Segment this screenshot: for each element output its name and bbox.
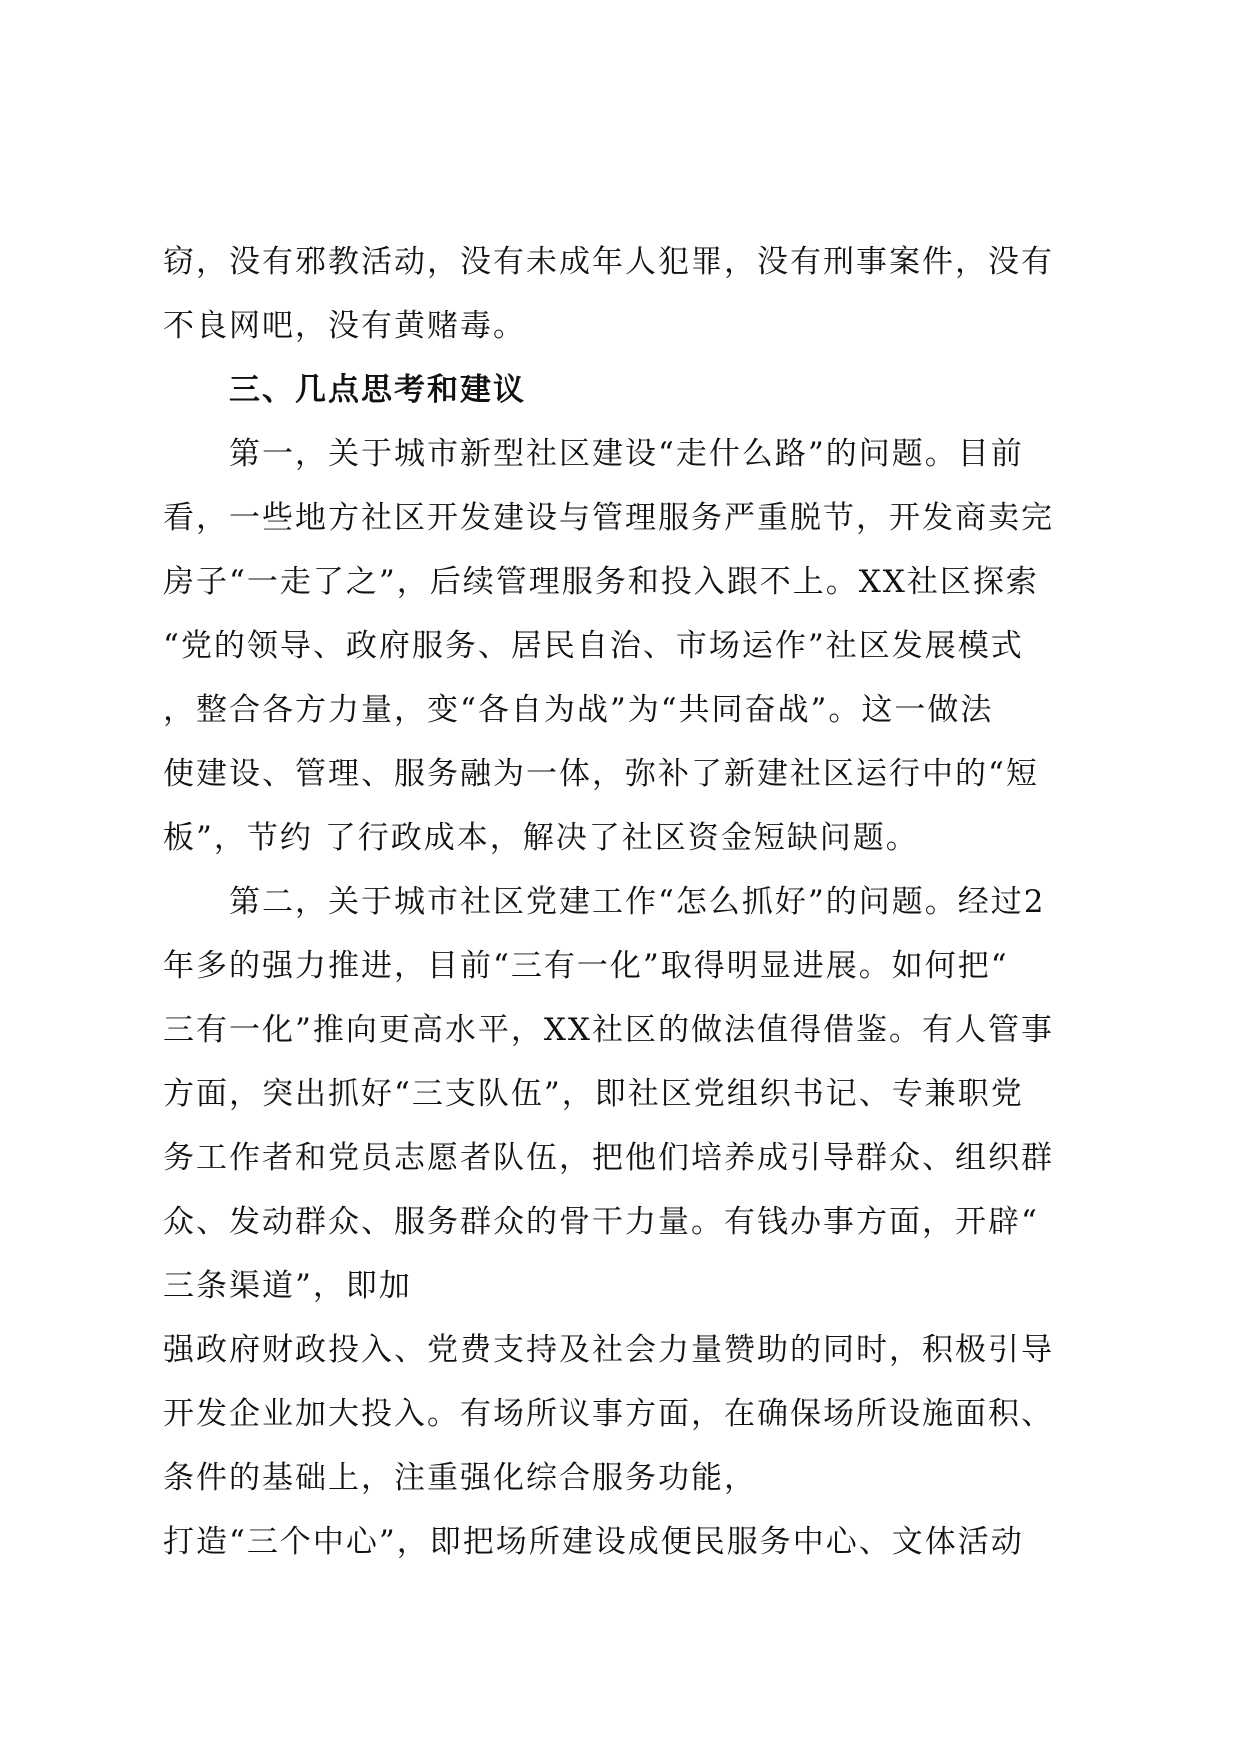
text-line: 打造“三个中心”，即把场所建设成便民服务中心、文体活动 [163, 1524, 1024, 1560]
document-body [163, 230, 1079, 1574]
text-line: 房子“一走了之”，后续管理服务和投入跟不上。XX社区探索 [163, 564, 1039, 600]
text-line: 务工作者和党员志愿者队伍，把他们培养成引导群众、组织群 [163, 1140, 1054, 1176]
text-line: 窃，没有邪教活动，没有未成年人犯罪，没有刑事案件，没有 [163, 244, 1054, 280]
text-line: 众、发动群众、服务群众的骨干力量。有钱办事方面，开辟“ [163, 1204, 1039, 1240]
text-line: ，整合各方力量，变“各自为战”为“共同奋战”。这一做法 [163, 692, 994, 728]
paragraph-first-line: 第一，关于城市新型社区建设“走什么路”的问题。目前 [229, 436, 1024, 472]
text-line: 不良网吧，没有黄赌毒。 [163, 308, 526, 344]
text-line: 三条渠道”，即加 [163, 1268, 412, 1304]
text-line: 板”，节约 了行政成本，解决了社区资金短缺问题。 [163, 820, 919, 856]
paragraph-first-line: 第二，关于城市社区党建工作“怎么抓好”的问题。经过2 [229, 884, 1046, 920]
text-line: “党的领导、政府服务、居民自治、市场运作”社区发展模式 [163, 628, 1024, 664]
text-line: 使建设、管理、服务融为一体，弥补了新建社区运行中的“短 [163, 756, 1039, 792]
text-line: 强政府财政投入、党费支持及社会力量赞助的同时，积极引导 [163, 1332, 1054, 1368]
section-heading: 三、几点思考和建议 [229, 372, 526, 408]
text-line: 看，一些地方社区开发建设与管理服务严重脱节，开发商卖完 [163, 500, 1054, 536]
text-line: 方面，突出抓好“三支队伍”，即社区党组织书记、专兼职党 [163, 1076, 1024, 1112]
text-line: 三有一化”推向更高水平，XX社区的做法值得借鉴。有人管事 [163, 1012, 1054, 1048]
text-line: 条件的基础上，注重强化综合服务功能， [163, 1460, 757, 1496]
text-line: 年多的强力推进，目前“三有一化”取得明显进展。如何把“ [163, 948, 1009, 984]
text-line: 开发企业加大投入。有场所议事方面，在确保场所设施面积、 [163, 1396, 1054, 1432]
